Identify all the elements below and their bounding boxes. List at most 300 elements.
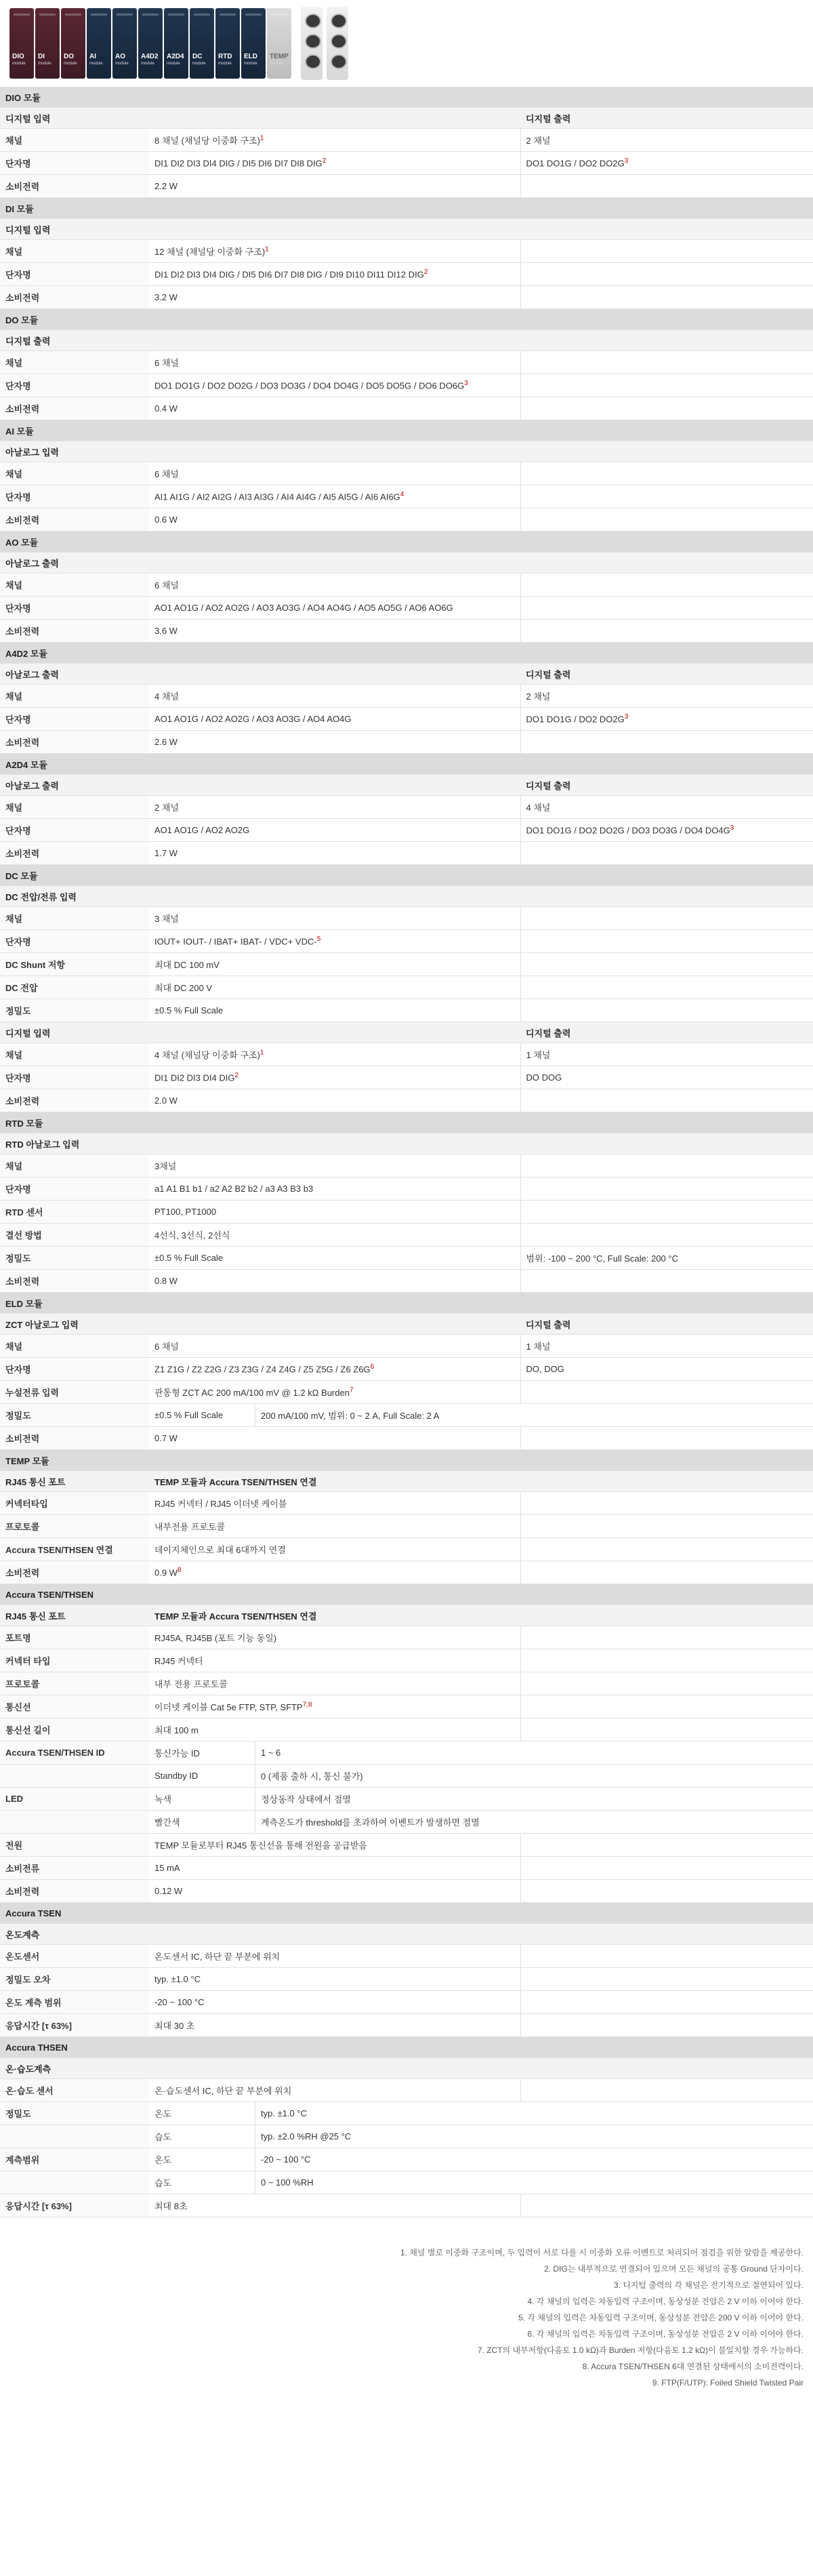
- spec-value: 4 채널: [149, 685, 520, 708]
- subsection-cell: [149, 886, 520, 907]
- section-header: [0, 309, 813, 330]
- spec-row: [0, 953, 813, 976]
- subsection-header: [0, 1471, 813, 1492]
- spec-value: [520, 2014, 813, 2037]
- spec-key: 온도센서: [0, 1945, 149, 1968]
- footnote-ref: 7: [349, 1386, 354, 1394]
- footnote-ref: 2: [423, 268, 428, 277]
- spec-value: [520, 1492, 813, 1515]
- spec-value: [149, 1358, 520, 1381]
- rj45-port: [305, 54, 321, 69]
- rj45-port: [305, 14, 321, 28]
- spec-split: [149, 1742, 813, 1765]
- subsection-cell: 디지털 입력: [0, 108, 149, 129]
- spec-row: [0, 1247, 813, 1270]
- spec-row: [0, 976, 813, 999]
- spec-value: [783, 1404, 813, 1426]
- spec-key: 정밀도: [0, 1247, 149, 1270]
- cell-text: 12 채널 (채널당 이중화 구조): [154, 247, 266, 257]
- module-slot: [194, 14, 210, 16]
- spec-row: [0, 620, 813, 643]
- spec-value: [520, 508, 813, 531]
- section-title: AO 모듈: [0, 531, 813, 552]
- subsection-header: [0, 1133, 813, 1154]
- footnote-ref: 3: [624, 157, 629, 165]
- cell-text: 0.9 W: [154, 1567, 178, 1578]
- subsection-cell: ZCT 아날로그 입력: [0, 1314, 149, 1335]
- spec-value: [520, 1968, 813, 1991]
- spec-row: [0, 1649, 813, 1672]
- section-header: [0, 198, 813, 219]
- spec-row: [0, 2194, 813, 2217]
- spec-split: [149, 2148, 813, 2171]
- spec-row: [0, 1224, 813, 1247]
- spec-value: [520, 1626, 813, 1649]
- spec-key: 소비전력: [0, 1427, 149, 1450]
- spec-value: [520, 351, 813, 374]
- footnote-ref: 7,8: [302, 1701, 312, 1709]
- cell-text: Z1 Z1G / Z2 Z2G / Z3 Z3G / Z4 Z4G / Z5 Z5G / Z6 Z6G: [154, 1364, 371, 1375]
- spec-value: 1 채널: [520, 1043, 813, 1066]
- spec-row: [0, 1834, 813, 1857]
- spec-value: 2.0 W: [149, 1089, 520, 1112]
- footnote-ref: 6: [370, 1363, 375, 1371]
- footnote-item: 9. FTP(F/UTP): Foiled Shield Twisted Pair: [652, 2378, 804, 2388]
- subsection-cell: 디지털 출력: [520, 664, 813, 685]
- subsection-cell: RTD 아날로그 입력: [0, 1133, 149, 1154]
- spec-value: 최대 DC 100 mV: [149, 953, 520, 976]
- module-sublabel: module: [141, 62, 154, 66]
- spec-split: [149, 2171, 813, 2194]
- spec-key: 채널: [0, 1154, 149, 1178]
- spec-value: ±0.5 % Full Scale: [149, 1247, 520, 1270]
- section-title: DC 모듈: [0, 865, 813, 886]
- spec-row: [0, 1857, 813, 1880]
- subsection-cell: 디지털 출력: [0, 330, 149, 351]
- split-row: [149, 2148, 813, 2171]
- spec-value: [520, 1561, 813, 1584]
- spec-value: [149, 1695, 520, 1718]
- spec-key: 소비전력: [0, 1561, 149, 1584]
- spec-value: 3 채널: [149, 907, 520, 930]
- spec-row: [0, 1538, 813, 1561]
- spec-value: 1.7 W: [149, 842, 520, 865]
- spec-value: [520, 1538, 813, 1561]
- spec-row: [0, 240, 813, 263]
- section-title: ELD 모듈: [0, 1293, 813, 1314]
- footnote-item: 4. 각 채널의 입력은 차동입력 구조이며, 동상성분 전압은 2 V 이하 이어야 한다.: [527, 2297, 804, 2306]
- spec-value: [149, 485, 520, 508]
- spec-key: 채널: [0, 129, 149, 152]
- split-inner: [149, 1404, 813, 1426]
- spec-key: 단자명: [0, 1066, 149, 1089]
- spec-value: [520, 1695, 813, 1718]
- spec-value: typ. ±1.0 °C: [149, 1968, 520, 1991]
- spec-row: [0, 129, 813, 152]
- spec-key: LED: [0, 1788, 149, 1811]
- spec-value: 온도센서 IC, 하단 끝 부분에 위치: [149, 1945, 520, 1968]
- spec-key: 전원: [0, 1834, 149, 1857]
- subsection-cell: RJ45 통신 포트: [0, 1471, 149, 1492]
- sensor-image: [301, 7, 322, 80]
- footnotes: [0, 2245, 813, 2391]
- split-row: [149, 2171, 813, 2194]
- spec-key: [0, 1765, 149, 1788]
- spec-split: [149, 2125, 813, 2148]
- spec-value: [759, 2125, 813, 2148]
- spec-value: [149, 1066, 520, 1089]
- spec-value: [520, 1649, 813, 1672]
- spec-key: 단자명: [0, 819, 149, 842]
- spec-key: Accura TSEN/THSEN ID: [0, 1742, 149, 1765]
- spec-row: [0, 842, 813, 865]
- subsection-cell: 디지털 입력: [0, 219, 149, 240]
- spec-value: PT100, PT1000: [149, 1201, 520, 1224]
- spec-value: 범위: -100 ~ 200 °C, Full Scale: 200 °C: [520, 1247, 813, 1270]
- spec-value: 정상동작 상태에서 점멸: [261, 1794, 351, 1805]
- spec-value: 온·습도센서 IC, 하단 끝 부분에 위치: [149, 2079, 520, 2102]
- footnote-ref: 3: [624, 713, 629, 721]
- split-inner: [149, 1742, 813, 1764]
- spec-row: [0, 1695, 813, 1718]
- spec-value: 6 채널: [149, 351, 520, 374]
- rj45-port: [331, 54, 347, 69]
- spec-split: [149, 1788, 813, 1811]
- section-title: DO 모듈: [0, 309, 813, 330]
- spec-value: [520, 175, 813, 198]
- spec-value: [149, 1381, 520, 1404]
- spec-value: 4선식, 3선식, 2선식: [149, 1224, 520, 1247]
- spec-key: 단자명: [0, 1358, 149, 1381]
- module-sublabel: module: [192, 62, 206, 66]
- subsection-cell: 아날로그 입력: [0, 441, 149, 462]
- footnote-ref: 1: [265, 245, 269, 254]
- spec-value: [520, 1672, 813, 1695]
- spec-row: [0, 1404, 813, 1427]
- spec-key: 채널: [0, 462, 149, 485]
- spec-key: 누설전류 입력: [0, 1381, 149, 1404]
- spec-row: [0, 796, 813, 819]
- module-slot: [117, 14, 133, 16]
- spec-value: 3채널: [149, 1154, 520, 1178]
- spec-row: [0, 2148, 813, 2171]
- module-sublabel: module: [218, 62, 232, 66]
- cell-text: AI1 AI1G / AI2 AI2G / AI3 AI3G / AI4 AI4G / AI5 AI5G / AI6 AI6G: [154, 491, 400, 502]
- split-row: [149, 1811, 813, 1833]
- subsection-cell: [149, 330, 520, 351]
- spec-row: [0, 1991, 813, 2014]
- spec-value: 0 ~ 100 %RH: [261, 2177, 314, 2188]
- cell-text: DI1 DI2 DI3 DI4 DIG / DI5 DI6 DI7 DI8 DIG / DI9 DI10 DI11 DI12 DIG: [154, 269, 424, 280]
- spec-split: [149, 1811, 813, 1834]
- footnote-ref: 4: [400, 491, 404, 499]
- module-label: DI: [38, 53, 45, 60]
- subsection-cell: [149, 1314, 520, 1335]
- spec-value: [520, 1427, 813, 1450]
- subsection-cell: [520, 219, 813, 240]
- module-label: ELD: [244, 53, 257, 60]
- subsection-cell: [149, 1022, 520, 1043]
- section-title: Accura THSEN: [0, 2037, 813, 2058]
- spec-value: [520, 573, 813, 597]
- footnote-item: 1. 채널 별로 이중화 구조이며, 두 입력이 서로 다를 시 이중화 오류 이벤트로 처리되어 점검을 위한 알람을 제공한다.: [400, 2248, 804, 2257]
- section-title: AI 모듈: [0, 420, 813, 441]
- spec-value: 통신가능 ID: [149, 1742, 255, 1764]
- spec-row: [0, 286, 813, 309]
- subsection-cell: [520, 886, 813, 907]
- spec-row: [0, 1626, 813, 1649]
- spec-key: 채널: [0, 351, 149, 374]
- spec-key: 소비전력: [0, 286, 149, 309]
- module-image-di: [35, 8, 60, 79]
- spec-value: 내부전용 프로토콜: [149, 1515, 520, 1538]
- footnote-ref: 1: [259, 134, 264, 142]
- module-image-a4d2: [138, 8, 163, 79]
- spec-key: 커넥터타입: [0, 1492, 149, 1515]
- module-sublabel: module: [64, 62, 77, 66]
- spec-key: 통신선: [0, 1695, 149, 1718]
- subsection-header: [0, 1022, 813, 1043]
- split-inner: [149, 2125, 813, 2148]
- footnote-ref: 1: [259, 1049, 264, 1057]
- spec-value: 2 채널: [520, 129, 813, 152]
- spec-key: 통신선 길이: [0, 1718, 149, 1742]
- spec-value: [520, 976, 813, 999]
- spec-value: [520, 1270, 813, 1293]
- spec-key: 정밀도: [0, 999, 149, 1022]
- spec-row: [0, 2079, 813, 2102]
- spec-key: [0, 2125, 149, 2148]
- spec-row: [0, 397, 813, 420]
- spec-row: [0, 1178, 813, 1201]
- section-header: [0, 754, 813, 775]
- spec-key: 프로토콜: [0, 1672, 149, 1695]
- module-slot: [220, 14, 236, 16]
- section-header: [0, 531, 813, 552]
- module-image-dio: [9, 8, 34, 79]
- spec-value: [520, 462, 813, 485]
- spec-value: [520, 620, 813, 643]
- spec-value: -20 ~ 100 °C: [261, 2154, 311, 2165]
- cell-text: 4 채널 (채널당 이중화 구조): [154, 1050, 260, 1060]
- section-title: RTD 모듈: [0, 1112, 813, 1133]
- module-sublabel: module: [270, 62, 283, 66]
- section-title: Accura TSEN: [0, 1903, 813, 1924]
- spec-key: DC Shunt 저항: [0, 953, 149, 976]
- module-slot: [142, 14, 159, 16]
- spec-key: RTD 센서: [0, 1201, 149, 1224]
- spec-value: 15 mA: [149, 1857, 520, 1880]
- spec-row: [0, 2014, 813, 2037]
- spec-value: 2 채널: [520, 685, 813, 708]
- subsection-cell: 디지털 입력: [0, 1022, 149, 1043]
- spec-key: 채널: [0, 1335, 149, 1358]
- spec-key: 채널: [0, 685, 149, 708]
- module-image-a2d4: [164, 8, 188, 79]
- footnote-item: 5. 각 채널의 입력은 차동입력 구조이며, 동상성분 전압은 200 V 이하 이어야 한다.: [518, 2313, 804, 2322]
- section-header: [0, 1584, 813, 1605]
- subsection-cell: [520, 330, 813, 351]
- spec-row: [0, 731, 813, 754]
- spec-value: 1 ~ 6: [261, 1748, 281, 1758]
- subsection-cell: TEMP 모듈과 Accura TSEN/THSEN 연결: [149, 1471, 520, 1492]
- spec-row: [0, 485, 813, 508]
- spec-value: 2.6 W: [149, 731, 520, 754]
- spec-key: 소비전력: [0, 508, 149, 531]
- subsection-cell: 온도계측: [0, 1924, 149, 1945]
- subsection-cell: [520, 1471, 813, 1492]
- sensor-image: [327, 7, 348, 80]
- spec-key: 단자명: [0, 485, 149, 508]
- spec-value: typ. ±1.0 °C: [261, 2108, 307, 2118]
- spec-row: [0, 1788, 813, 1811]
- spec-value: [520, 597, 813, 620]
- spec-table: [0, 87, 813, 2217]
- spec-value: 0.8 W: [149, 1270, 520, 1293]
- spec-value: [520, 907, 813, 930]
- footnote-ref: 2: [234, 1072, 239, 1080]
- spec-key: 단자명: [0, 263, 149, 286]
- split-inner: [149, 2171, 813, 2194]
- cell-text: DO1 DO1G / DO2 DO2G / DO3 DO3G / DO4 DO4G / DO5 DO5G / DO6 DO6G: [154, 380, 465, 391]
- spec-key: 소비전력: [0, 1089, 149, 1112]
- split-inner: [149, 1788, 813, 1810]
- spec-value: [520, 485, 813, 508]
- subsection-cell: 아날로그 출력: [0, 552, 149, 573]
- spec-value: Standby ID: [149, 1765, 255, 1787]
- spec-value: [520, 1201, 813, 1224]
- spec-row: [0, 508, 813, 531]
- subsection-cell: [149, 441, 520, 462]
- spec-key: 프로토콜: [0, 1515, 149, 1538]
- cell-text: DI1 DI2 DI3 DI4 DIG / DI5 DI6 DI7 DI8 DIG: [154, 158, 322, 169]
- spec-value: 0.4 W: [149, 397, 520, 420]
- subsection-cell: [149, 1924, 520, 1945]
- split-row: [149, 1788, 813, 1810]
- section-header: [0, 2037, 813, 2058]
- spec-row: [0, 462, 813, 485]
- spec-value: [520, 286, 813, 309]
- spec-value: [520, 263, 813, 286]
- footnote-item: 2. DIG는 내부적으로 연결되어 있으며 모든 채널의 공통 Ground 단자이다.: [544, 2264, 804, 2274]
- subsection-cell: [520, 1924, 813, 1945]
- module-label: DC: [192, 53, 203, 60]
- spec-value: [149, 263, 520, 286]
- spec-key: 소비전력: [0, 842, 149, 865]
- footnote-item: 3. 디지털 출력의 각 채널은 전기적으로 절연되어 있다.: [613, 2280, 804, 2290]
- spec-row: [0, 1201, 813, 1224]
- spec-row: [0, 1154, 813, 1178]
- subsection-header: [0, 1314, 813, 1335]
- spec-value: [520, 374, 813, 397]
- spec-key: [0, 2171, 149, 2194]
- footnote-ref: 5: [316, 935, 321, 944]
- subsection-cell: 온·습도계측: [0, 2058, 149, 2079]
- split-row: [149, 1765, 813, 1787]
- module-image-eld: [241, 8, 266, 79]
- spec-value: [520, 1089, 813, 1112]
- spec-value: 0.7 W: [149, 1427, 520, 1450]
- subsection-cell: [149, 219, 520, 240]
- spec-value: 2.2 W: [149, 175, 520, 198]
- spec-value: 0 (제품 출하 시, 통신 불가): [261, 1771, 363, 1782]
- spec-key: Accura TSEN/THSEN 연결: [0, 1538, 149, 1561]
- module-label: A4D2: [141, 53, 159, 60]
- spec-row: [0, 930, 813, 953]
- spec-row: [0, 1335, 813, 1358]
- spec-value: [520, 842, 813, 865]
- spec-row: [0, 573, 813, 597]
- cell-text: DO1 DO1G / DO2 DO2G: [526, 714, 625, 725]
- section-header: [0, 1450, 813, 1471]
- spec-row: [0, 263, 813, 286]
- cell-text: 이더넷 케이블 Cat 5e FTP, STP, SFTP: [154, 1702, 303, 1712]
- footnote-item: 7. ZCT의 내부저항(다음토 1.0 kΩ)과 Burden 저항(다음토 1.2 kΩ)이 불일치할 경우 가능하다.: [477, 2346, 804, 2355]
- module-label: DO: [64, 53, 74, 60]
- cell-text: DO1 DO1G / DO2 DO2G / DO3 DO3G / DO4 DO4G: [526, 825, 730, 836]
- module-sublabel: module: [244, 62, 257, 66]
- spec-key: 계측범위: [0, 2148, 149, 2171]
- spec-value: [520, 1945, 813, 1968]
- subsection-cell: [520, 1605, 813, 1626]
- cell-text: 8 채널 (채널당 이중화 구조): [154, 136, 260, 146]
- spec-value: 최대 8초: [149, 2194, 520, 2217]
- spec-row: [0, 1427, 813, 1450]
- section-title: A2D4 모듈: [0, 754, 813, 775]
- subsection-cell: 아날로그 출력: [0, 775, 149, 796]
- spec-value: [520, 240, 813, 263]
- spec-key: 온·습도 센서: [0, 2079, 149, 2102]
- module-image-temp: [267, 8, 291, 79]
- spec-row: [0, 1718, 813, 1742]
- subsection-cell: TEMP 모듈과 Accura TSEN/THSEN 연결: [149, 1605, 520, 1626]
- module-sublabel: module: [38, 62, 51, 66]
- spec-value: RJ45 커넥터: [149, 1649, 520, 1672]
- spec-key: [0, 1811, 149, 1834]
- spec-value: 내부 전용 프로토콜: [149, 1672, 520, 1695]
- spec-row: [0, 1270, 813, 1293]
- spec-row: [0, 1358, 813, 1381]
- split-inner: [149, 1811, 813, 1833]
- module-slot: [91, 14, 107, 16]
- spec-value: [732, 2171, 813, 2194]
- spec-value: 빨간색: [149, 1811, 255, 1833]
- spec-row: [0, 2102, 813, 2125]
- subsection-cell: [520, 1133, 813, 1154]
- spec-value: [520, 1880, 813, 1903]
- section-header: [0, 420, 813, 441]
- spec-row: [0, 999, 813, 1022]
- spec-row: [0, 597, 813, 620]
- split-inner: [149, 1765, 813, 1787]
- subsection-header: [0, 330, 813, 351]
- module-label: AO: [115, 53, 125, 60]
- spec-key: 정밀도: [0, 1404, 149, 1427]
- section-title: DIO 모듈: [0, 87, 813, 108]
- spec-value: 습도: [149, 2125, 255, 2148]
- spec-split: [149, 1765, 813, 1788]
- section-header: [0, 1112, 813, 1133]
- split-row: [149, 1742, 813, 1764]
- module-image-ao: [112, 8, 137, 79]
- spec-value: 온도: [149, 2102, 255, 2125]
- subsection-header: [0, 1605, 813, 1626]
- spec-value: [520, 1381, 813, 1404]
- spec-key: 채널: [0, 796, 149, 819]
- spec-value: [149, 152, 520, 175]
- module-sublabel: module: [12, 62, 26, 66]
- spec-key: 소비전력: [0, 620, 149, 643]
